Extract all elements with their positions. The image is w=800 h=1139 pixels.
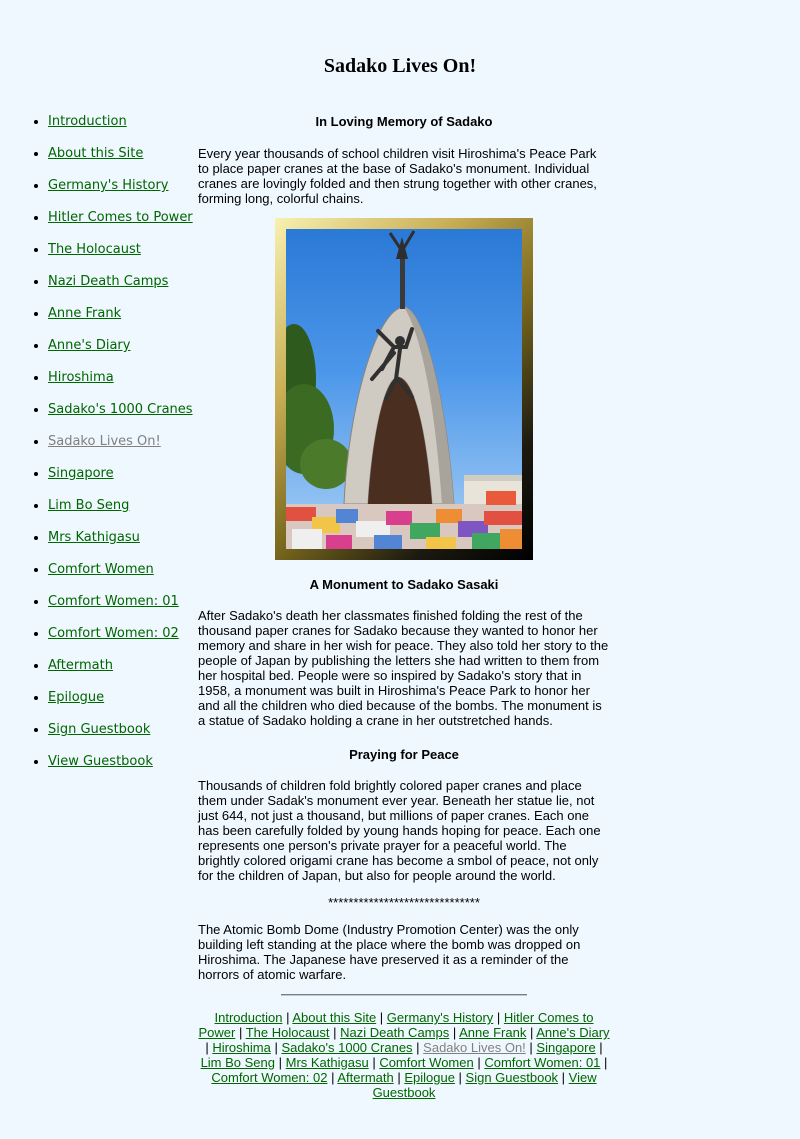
footer-link-aftermath[interactable]: Aftermath (337, 1070, 394, 1085)
sidebar-item-singapore (48, 465, 193, 497)
sidebar-item-anne-frank (48, 305, 193, 337)
main-content (198, 113, 610, 1100)
footer-separator: | (235, 1025, 246, 1040)
sidebar-item-epilogue (48, 689, 193, 721)
footer-link-anne-s-diary[interactable]: Anne's Diary (536, 1025, 610, 1040)
footer-separator: | (282, 1010, 293, 1025)
footer-separator: | (368, 1055, 380, 1070)
sidebar-link-nazi-death-camps[interactable]: Nazi Death Camps (48, 274, 169, 289)
sidebar-link-lim-bo-seng[interactable]: Lim Bo Seng (48, 498, 130, 513)
sidebar-link-anne-frank[interactable]: Anne Frank (48, 306, 122, 321)
sidebar-item-sadako-lives-on (48, 433, 193, 465)
footer-link-about-this-site[interactable]: About this Site (292, 1010, 377, 1025)
bomb-dome-paragraph: The Atomic Bomb Dome (Industry Promotion Center) was the only building left standing at the place where the bomb was dropped on Hiroshima. The Japanese have preserved it as a reminder of the horrors of atomic warfare. (198, 922, 581, 982)
sidebar-link-sign-guestbook[interactable]: Sign Guestbook (48, 722, 151, 737)
sidebar-item-hitler-comes-to-power (48, 209, 193, 241)
footer-separator: | (595, 1040, 603, 1055)
footer-link-sadako-s-1000-cranes[interactable]: Sadako's 1000 Cranes (281, 1040, 413, 1055)
footer-link-comfort-women-01[interactable]: Comfort Women: 01 (484, 1055, 601, 1070)
sidebar-link-the-holocaust[interactable]: The Holocaust (48, 242, 141, 257)
sidebar-link-epilogue[interactable]: Epilogue (48, 690, 105, 705)
footer-nav (198, 1010, 610, 1100)
footer-link-lim-bo-seng[interactable]: Lim Bo Seng (200, 1055, 275, 1070)
asterisk-separator: ****************************** (328, 895, 480, 910)
sidebar-link-view-guestbook[interactable]: View Guestbook (48, 754, 153, 769)
footer-separator: | (558, 1070, 569, 1085)
sidebar-item-about-this-site (48, 145, 193, 177)
footer-separator: | (473, 1055, 485, 1070)
sidebar-item-comfort-women-02 (48, 625, 193, 657)
sidebar-link-mrs-kathigasu[interactable]: Mrs Kathigasu (48, 530, 140, 545)
footer-link-sadako-lives-on[interactable]: Sadako Lives On! (423, 1040, 526, 1055)
footer-separator: | (270, 1040, 282, 1055)
footer-separator: | (526, 1025, 537, 1040)
sidebar-link-comfort-women-01[interactable]: Comfort Women: 01 (48, 594, 179, 609)
intro-paragraph: Every year thousands of school children visit Hiroshima's Peace Park to place paper cranes at the base of Sadako's monument. Individual cranes are lovingly folded and then strung together with other cranes, forming long, colorful chains. (198, 146, 597, 206)
footer-link-germany-s-history[interactable]: Germany's History (386, 1010, 494, 1025)
footer-separator: | (600, 1055, 608, 1070)
photo-caption: A Monument to Sadako Sasaki (309, 577, 499, 592)
footer-separator: | (449, 1025, 460, 1040)
page-title: Sadako Lives On! (323, 55, 477, 77)
footer-separator: | (393, 1070, 405, 1085)
footer-separator: | (454, 1070, 466, 1085)
footer-separator: | (329, 1025, 341, 1040)
sidebar-nav (30, 113, 193, 785)
monument-photo (286, 229, 522, 549)
footer-link-nazi-death-camps[interactable]: Nazi Death Camps (340, 1025, 450, 1040)
footer-link-singapore[interactable]: Singapore (536, 1040, 596, 1055)
sidebar-item-view-guestbook (48, 753, 193, 785)
sidebar-item-the-holocaust (48, 241, 193, 273)
sidebar-item-introduction (48, 113, 193, 145)
monument-paragraph: After Sadako's death her classmates finished folding the rest of the thousand paper cranes for Sadako because they wanted to honor her memory and share in her wish for peace. They also told her story to the people of Japan by publishing the letters she had written to them from her hospital bed. People were so inspired by Sadako's story that in 1958, a monument was built in Hiroshima's Peace Park to honor her and all the children who died because of the bombs. The monument is a statue of Sadako holding a crane in her outstretched hands. (198, 608, 609, 728)
footer-link-anne-frank[interactable]: Anne Frank (459, 1025, 527, 1040)
monument-photo-frame (275, 218, 533, 560)
peace-paragraph: Thousands of children fold brightly colored paper cranes and place them under Sadak's monument ever year. Beneath her statue lie, not just 644, not just a thousand, but millions of paper cranes. Each one has been carefully folded by young hands hoping for peace. Each one represents one person's private prayer for a peaceful world. The brightly colored origami crane has become a smbol of peace, not only for the children of Japan, but also for people around the world. (198, 778, 601, 883)
monument-illustration (286, 229, 522, 549)
sidebar-link-singapore[interactable]: Singapore (48, 466, 114, 481)
footer-separator: | (205, 1040, 213, 1055)
sidebar-link-aftermath[interactable]: Aftermath (48, 658, 113, 673)
footer-link-the-holocaust[interactable]: The Holocaust (245, 1025, 330, 1040)
sidebar-link-comfort-women[interactable]: Comfort Women (48, 562, 154, 577)
sidebar-item-lim-bo-seng (48, 497, 193, 529)
footer-link-hitler-comes-to-power[interactable]: Hitler Comes to Power (198, 1010, 594, 1040)
sidebar-link-anne-s-diary[interactable]: Anne's Diary (48, 338, 131, 353)
footer-separator: | (327, 1070, 338, 1085)
sidebar-link-comfort-women-02[interactable]: Comfort Women: 02 (48, 626, 179, 641)
sidebar-link-hiroshima[interactable]: Hiroshima (48, 370, 114, 385)
sidebar-item-hiroshima (48, 369, 193, 401)
sidebar-item-comfort-women-01 (48, 593, 193, 625)
sidebar-link-sadako-s-1000-cranes[interactable]: Sadako's 1000 Cranes (48, 402, 193, 417)
footer-separator: | (493, 1010, 504, 1025)
footer-link-hiroshima[interactable]: Hiroshima (212, 1040, 271, 1055)
sidebar-item-comfort-women (48, 561, 193, 593)
sidebar-link-sadako-lives-on[interactable]: Sadako Lives On! (48, 434, 161, 449)
footer-separator: | (412, 1040, 424, 1055)
sidebar-link-germany-s-history[interactable]: Germany's History (48, 178, 169, 193)
sidebar-link-about-this-site[interactable]: About this Site (48, 146, 144, 161)
footer-link-comfort-women-02[interactable]: Comfort Women: 02 (211, 1070, 328, 1085)
sidebar-item-aftermath (48, 657, 193, 689)
footer-link-epilogue[interactable]: Epilogue (404, 1070, 455, 1085)
sidebar-item-nazi-death-camps (48, 273, 193, 305)
section-heading-memory: In Loving Memory of Sadako (315, 114, 493, 129)
sidebar-item-germany-s-history (48, 177, 193, 209)
footer-link-view-guestbook[interactable]: View Guestbook (372, 1070, 597, 1100)
sidebar-item-sign-guestbook (48, 721, 193, 753)
footer-separator: | (525, 1040, 537, 1055)
section-heading-peace: Praying for Peace (349, 747, 459, 762)
sidebar-link-hitler-comes-to-power[interactable]: Hitler Comes to Power (48, 210, 193, 225)
footer-link-introduction[interactable]: Introduction (214, 1010, 283, 1025)
footer-link-comfort-women[interactable]: Comfort Women (379, 1055, 474, 1070)
footer-separator: | (376, 1010, 387, 1025)
footer-link-sign-guestbook[interactable]: Sign Guestbook (465, 1070, 559, 1085)
sidebar-item-anne-s-diary (48, 337, 193, 369)
footer-separator: | (275, 1055, 286, 1070)
footer-link-mrs-kathigasu[interactable]: Mrs Kathigasu (285, 1055, 369, 1070)
sidebar-item-mrs-kathigasu (48, 529, 193, 561)
sidebar-item-sadako-s-1000-cranes (48, 401, 193, 433)
sidebar-link-introduction[interactable]: Introduction (48, 114, 127, 129)
